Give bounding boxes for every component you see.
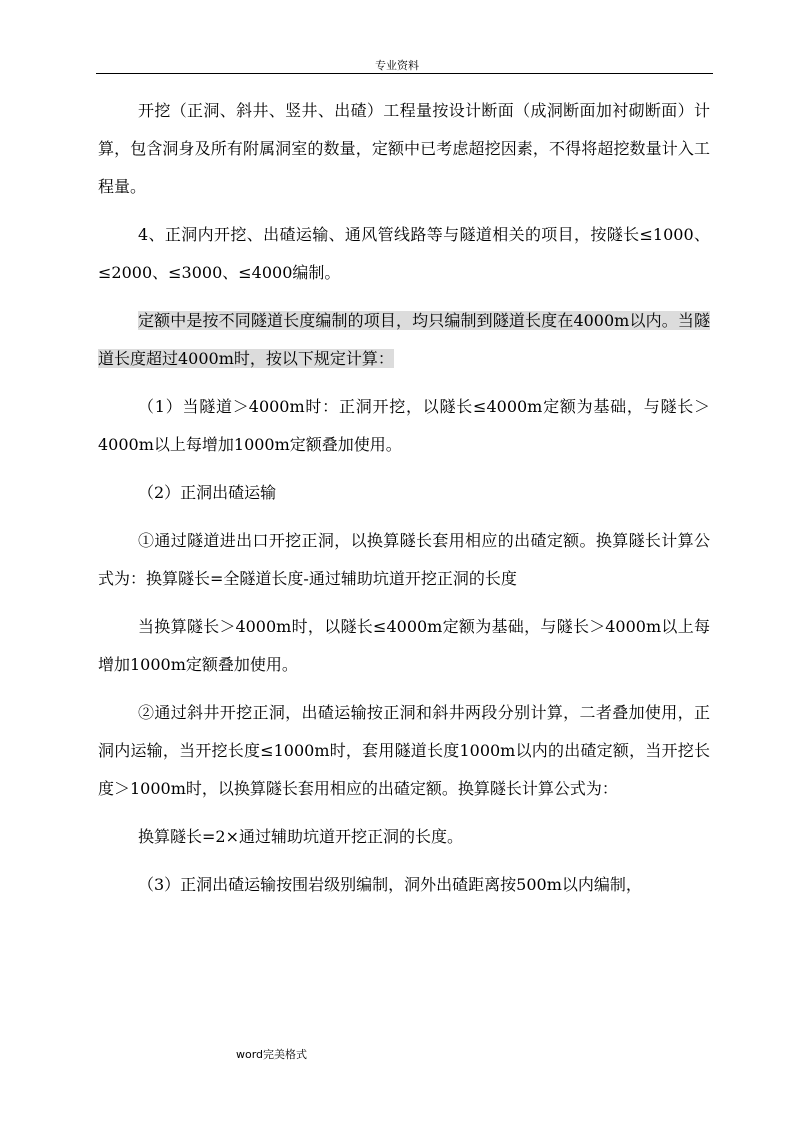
page-header: 专业资料 xyxy=(375,59,419,72)
highlight-line-1: 定额中是按不同隧道长度编制的项目，均只编制到隧道长度在4000m以 xyxy=(138,311,646,330)
paragraph-item-4: 4、正洞内开挖、出碴运输、通风管线路等与隧道相关的项目，按隧长≤1000、≤2000、≤3000、≤4000编制。 xyxy=(98,225,710,282)
paragraph-rule-2-title: （2）正洞出碴运输 xyxy=(138,483,277,502)
paragraph-excavation: 开挖（正洞、斜井、竖井、出碴）工程量按设计断面（成洞断面加衬砌断面）计算，包含洞身及所有附属洞室的数量，定额中已考虑超挖因素，不得将超挖数量计入工程量。 xyxy=(98,101,710,196)
paragraph-rule-2-a-cont: 当换算隧长＞4000m时，以隧长≤4000m定额为基础，与隧长＞4000m以上每增加1000m定额叠加使用。 xyxy=(98,617,710,674)
paragraph-formula: 换算隧长=2×通过辅助坑道开挖正洞的长度。 xyxy=(138,827,463,846)
paragraph-highlighted xyxy=(98,302,710,378)
paragraph-rule-1: （1）当隧道＞4000m时：正洞开挖，以隧长≤4000m定额为基础，与隧长＞4000m以上每增加1000m定额叠加使用。 xyxy=(98,397,710,454)
page-footer: word完美格式 xyxy=(236,1048,308,1061)
paragraph-rule-3: （3）正洞出碴运输按围岩级别编制，洞外出碴距离按500m以内编制， xyxy=(138,875,642,894)
document-body xyxy=(98,92,710,914)
highlight-line-2: 内。当隧道长度超过4000m时，按以下规定计算： xyxy=(98,311,710,368)
paragraph-rule-2-a: ①通过隧道进出口开挖正洞，以换算隧长套用相应的出碴定额。换算隧长计算公式为：换算隧长=全隧道长度-通过辅助坑道开挖正洞的长度 xyxy=(98,531,710,588)
paragraph-rule-2-b: ②通过斜井开挖正洞，出碴运输按正洞和斜井两段分别计算，二者叠加使用，正洞内运输，当开挖长度≤1000m时，套用隧道长度1000m以内的出碴定额，当开挖长度＞1000m时，以换算隧长套用相应的出碴定额。换算隧长计算公式为： xyxy=(98,703,710,798)
header-rule xyxy=(96,73,713,74)
